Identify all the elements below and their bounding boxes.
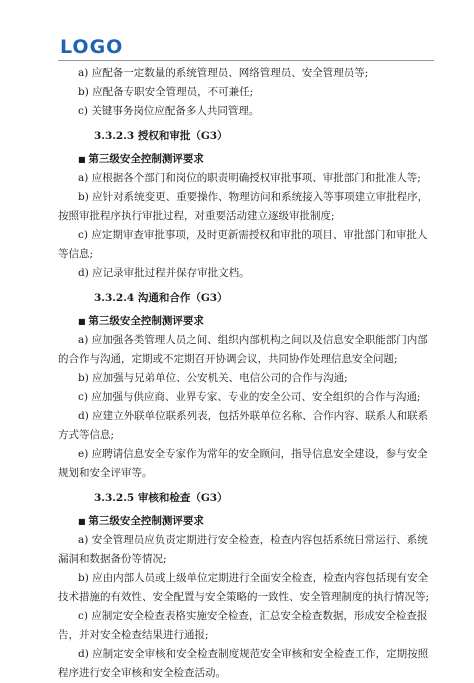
paragraph: b) 应由内部人员或上级单位定期进行全面安全检查，检查内容包括现有安全技术措施的有效性、安全配置与安全策略的一致性、安全管理制度的执行情况等; [58,572,430,603]
paragraph: c) 应定期审查审批事项，及时更新需授权和审批的项目、审批部门和审批人等信息; [58,229,428,260]
paragraph: a) 应加强各类管理人员之间、组织内部机构之间以及信息安全职能部门内部的合作与沟通，定期或不定期召开协调会议，共同协作处理信息安全问题; [58,334,428,365]
paragraph: a) 应配备一定数量的系统管理员、网络管理员、安全管理员等; [78,67,369,79]
header-rule [58,60,434,61]
paragraph: b) 应针对系统变更、重要操作、物理访问和系统接入等事项建立审批程序，按照审批程序执行审批过程，对重要活动建立逐级审批制度; [58,191,429,222]
section-heading: 3.3.2.5 审核和检查（G3） [94,492,228,504]
section-heading: 3.3.2.4 沟通和合作（G3） [94,292,228,304]
subsection-heading: ■ 第三级安全控制测评要求 [58,512,434,531]
paragraph: c) 关键事务岗位应配备多人共同管理。 [78,105,260,117]
paragraph: c) 应制定安全检查表格实施安全检查，汇总安全检查数据，形成安全检查报告，并对安全检查结果进行通报; [58,610,428,641]
paragraph: b) 应配备专职安全管理员，不可兼任; [78,86,254,98]
paragraph: c) 应加强与供应商、业界专家、专业的安全公司、安全组织的合作与沟通; [78,391,421,403]
paragraph: d) 应记录审批过程并保存审批文档。 [78,267,250,279]
paragraph: d) 应制定安全审核和安全检查制度规范安全审核和安全检查工作，定期按照程序进行安全审核和安全检查活动。 [58,648,429,679]
paragraph: d) 应建立外联单位联系列表，包括外联单位名称、合作内容、联系人和联系方式等信息; [58,410,429,441]
document-body [58,64,434,683]
logo: LOGO [60,36,124,58]
section-heading: 3.3.2.3 授权和审批（G3） [94,130,228,142]
subsection-heading: ■ 第三级安全控制测评要求 [58,312,434,331]
subsection-heading: ■ 第三级安全控制测评要求 [58,150,434,169]
paragraph: a) 安全管理员应负责定期进行安全检查，检查内容包括系统日常运行、系统漏洞和数据备份等情况; [58,534,428,565]
paragraph: b) 应加强与兄弟单位、公安机关、电信公司的合作与沟通; [78,372,348,384]
paragraph: a) 应根据各个部门和岗位的职责明确授权审批事项、审批部门和批准人等; [78,172,421,184]
page-header [0,0,474,64]
paragraph: e) 应聘请信息安全专家作为常年的安全顾问，指导信息安全建设，参与安全规划和安全评审等。 [58,448,428,479]
